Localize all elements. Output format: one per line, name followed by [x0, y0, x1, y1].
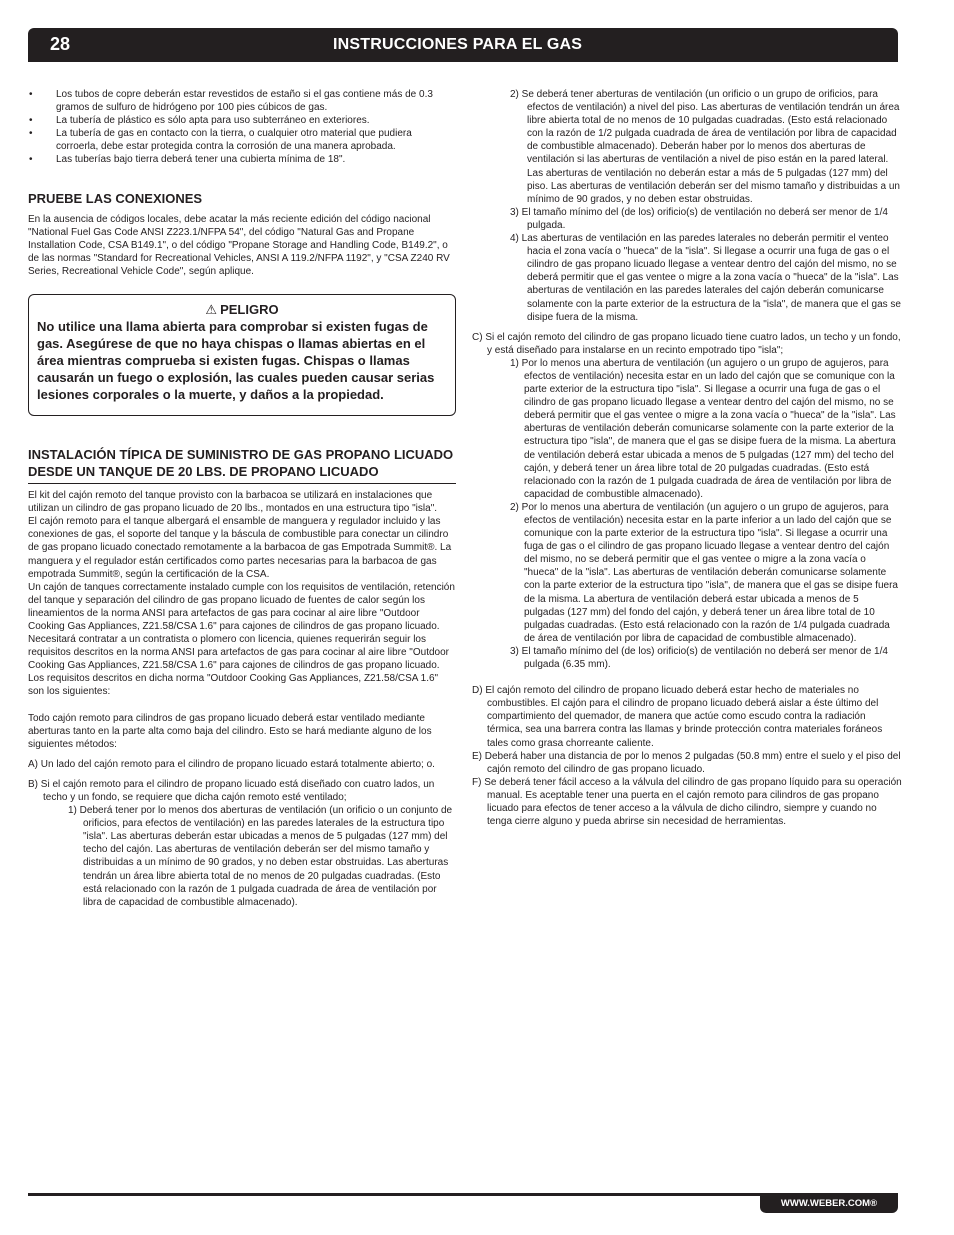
list-item: • Las tuberías bajo tierra deberá tener una cubierta mínima de 18".	[28, 153, 456, 166]
paragraph: Los requisitos descritos en dicha norma "Outdoor Cooking Gas Appliances, Z21.58/CSA 1.6" son los siguientes:	[28, 673, 439, 698]
paragraph: El kit del cajón remoto del tanque provisto con la barbacoa se utilizará en instalaciones que utilizan un cilindro de gas propano licuado de 20 lbs., montados en una estructura tipo "isla".	[28, 490, 438, 515]
requirement-a: A) Un lado del cajón remoto para el cilindro de propano licuado estará totalmente abierto; o.	[28, 758, 435, 770]
requirement-e: E) Deberá haber una distancia de por lo menos 2 pulgadas (50.8 mm) entre el suelo y el piso del cajón remoto del cilindro de gas propano licuado.	[472, 750, 901, 775]
requirement-d: D) El cajón remoto del cilindro de propano licuado deberá estar hecho de materiales no combustibles. El cajón para el cilindro de propano licuado deberá aislar a éste último del compartimiento del quemador, de manera que actúe como escudo contra la radiación térmica, sea una barrera contra las llamas y brinde protección contra materiales foráneos tales como grasa chorreante caliente.	[472, 685, 883, 749]
requirements-list	[28, 88, 456, 167]
requirement-b3: 3) El tamaño mínimo del (de los) orificio(s) de ventilación no deberá ser menor de 1/4 pulgada.	[510, 206, 888, 231]
requirement-c3: 3) El tamaño mínimo del (de los) orificio(s) de ventilación no deberá ser menor de 1/4 pulgada (6.35 mm).	[510, 645, 888, 671]
danger-title: PELIGRO	[220, 302, 279, 318]
paragraph: Un cajón de tanques correctamente instalado cumple con los requisitos de ventilación, retención del tanque y separación del cilindro de gas propano licuado de fuentes de calor según los lineamientos de la norma ANSI para artefactos de gas para cocinar al aire libre "Outdoor Cooking Gas Appliances, Z21.58/CSA 1.6" para cajones de cilindros de gas propano licuado.	[28, 581, 455, 632]
paragraph: Todo cajón remoto para cilindros de gas propano licuado deberá estar ventilado mediante aberturas tanto en la parte alta como baja del cilindro. Esto se hará mediante alguno de los siguientes métodos:	[28, 712, 432, 750]
list-item: • La tubería de plástico es sólo apta para uso subterráneo en exteriores.	[28, 114, 456, 127]
requirement-b: B) Si el cajón remoto para el cilindro de propano licuado está diseñado con cuatro lados, un techo y un fondo, se requiere que dicha cajón remoto esté ventilado;	[28, 778, 435, 803]
requirement-c2: 2) Por lo menos una abertura de ventilación (un agujero o un grupo de agujeros, para efectos de ventilación) necesita estar en la parte inferior a un lado del cajón que se comunique con la parte exterior de la estructura tipo "isla". Si llegase a ocurrir una fuga de gas o el cilindro de gas propano licuado llegase a ventear dentro del cajón del mismo, no se deberá permitir que el gas ventee o migre a la zona vacía o "hueca" de la "isla". Las aberturas de ventilación deberán comunicarse solamente con la parte exterior de la estructura tipo "isla", de manera que el gas se disipe fuera de la misma. La abertura de ventilación deberá estar ubicada a menos de 5 pulgadas (127 mm) del fondo del cajón, y deberá tener un área libre total de 10 pulgadas cuadradas. (Esto está relacionado con la razón de 1/4 pulgada cuadrada de área de ventilación por libra de capacidad de combustible almacenado).	[510, 501, 898, 644]
left-column	[28, 88, 456, 909]
paragraph: Necesitará contratar a un contratista o plomero con licencia, quienes requerirán seguir los requisitos descritos en la norma ANSI para artefactos de gas para cocinar al aire libre "Outdoor Cooking Gas Appliances, Z21.58/CSA 1.6" para cajones de cilindros de gas propano licuado.	[28, 634, 449, 672]
paragraph: El cajón remoto para el tanque albergará el ensamble de manguera y regulador incluido y las conexiones de gas, el soporte del tanque y la báscula de combustible para conectar un cilindro de gas propano licuado conectado remotamente a la barbacoa de gas Empotrada Summit®. La manguera y el regulador están certificados como partes necesarias para la barbacoa de gas empotrada Summit®, según la certificación de la CSA.	[28, 516, 452, 580]
paragraph: En la ausencia de códigos locales, debe acatar la más reciente edición del código nacional "National Fuel Gas Code ANSI Z223.1/NFPA 54", del código "Natural Gas and Propane Installation Code, CSA B149.1", o del código "Propane Storage and Handling Code, B149.2", o de las normas "Standard for Recreational Vehicles, ANSI A 119.2/NFPA 1192", y "CSA Z240 RV Series, Recreational Vehicle Code", según aplique.	[28, 213, 450, 277]
danger-text: No utilice una llama abierta para comprobar si existen fugas de gas. Asegúrese de que no haya chispas o llamas abiertas en el área mientras comprueba si existen fugas. Chispas o llamas causarán un fuego o explosión, las cuales pueden causar serias lesiones corporales o la muerte, y daños a la propiedad.	[37, 319, 435, 403]
section-heading-test: PRUEBE LAS CONEXIONES	[28, 190, 203, 206]
section-heading-install: INSTALACIÓN TÍPICA DE SUMINISTRO DE GAS PROPANO LICUADO DESDE UN TANQUE DE 20 LBS. DE PROPANO LICUADO	[28, 446, 456, 484]
requirement-b2: 2) Se deberá tener aberturas de ventilación (un orificio o un grupo de orificios, para efectos de ventilación) a nivel del piso. Las aberturas de ventilación tendrán un área libre abierta total de no menos de 10 pulgadas cuadradas. (Esto está relacionado con la razón de 1/2 pulgada cuadrada de área de ventilación por libra de capacidad de combustible almacenado). Deberán haber por lo menos dos aberturas de ventilación si las aberturas de ventilación a nivel de piso están en la pared lateral. Las aberturas de ventilación no deberán estar a más de 5 pulgadas (127 mm) del piso. Las aberturas de ventilación deberán ser del mismo tamaño y distribuidas a un mínimo de 90 grados, y no deben estar obstruidas.	[510, 89, 900, 205]
requirement-b1: 1) Deberá tener por lo menos dos aberturas de ventilación (un orificio o un conjunto de orificios, para efectos de ventilación) en las paredes laterales de la estructura tipo "isla". Las aberturas deberán estar ubicadas a menos de 5 pulgadas (127 mm) del techo del cajón. Las aberturas de ventilación deberán ser del mismo tamaño y distribuidas a un mínimo de 90 grados, y no deben estar obstruidas. Las aberturas tendrán un área libre abierta total de no menos de 20 pulgadas cuadradas. (Esto está relacionado con la razón de 1 pulgada cuadrada de área de ventilación por libra de capacidad de combustible almacenado).	[68, 805, 453, 908]
danger-box	[28, 294, 456, 416]
requirement-b4: 4) Las aberturas de ventilación en las paredes laterales no deberán permitir el venteo hacia el zona vacía o "hueca" de la "isla". Si llegase a ocurrir una fuga de gas o el cilindro de gas propano licuado llegase a ventear dentro del cajón del mismo, no se deberá permitir que el gas ventee o migre a la zona vacía o "hueca" de la "isla". Las aberturas de ventilación en las paredes laterales del cajón deberán comunicarse solamente con la parte exterior de la estructura de la "isla", de manera que el gas se disipe fuera de la misma.	[510, 233, 901, 323]
requirement-f: F) Se deberá tener fácil acceso a la válvula del cilindro de gas propano líquido para su operación manual. Es aceptable tener una puerta en el cajón remoto para cilindros de gas propano licuado para efectos de tener acceso a la válvula de dicho cilindro, siempre y cuando no tenga cierre alguno y pueda abrirse sin necesidad de herramientas.	[472, 776, 902, 828]
page-header	[28, 28, 898, 62]
footer-url: WWW.WEBER.COM®	[760, 1196, 898, 1213]
right-column	[472, 88, 902, 828]
page-title: INSTRUCCIONES PARA EL GAS	[333, 36, 583, 53]
requirement-c1: 1) Por lo menos una abertura de ventilación (un agujero o un grupo de agujeros, para efectos de ventilación) necesita estar en un lado del cajón que se comunique con la parte exterior de la estructura tipo "isla". Si llegase a ocurrir una fuga de gas o el cilindro de gas propano licuado llegase a ventear dentro del cajón del mismo, no se deberá permitir que el gas ventee o migre a la zona vacía o "hueca" de la "isla". Las aberturas de ventilación deberán comunicarse solamente con la parte exterior de la estructura tipo "isla", de manera que el gas se disipe fuera de la misma. La abertura de ventilación deberá estar ubicada a menos de 5 pulgadas (127 mm) del techo del cajón, y deberá tener un área libre total de 20 pulgadas cuadradas. (Esto está relacionado con la razón de 1 pulgada cuadrada de área de ventilación por libra de capacidad de combustible almacenado).	[510, 357, 896, 500]
warning-triangle-icon: ⚠	[205, 302, 218, 318]
list-item: • La tubería de gas en contacto con la tierra, o cualquier otro material que pudiera corroerla, debe estar protegida contra la corrosión de una manera aprobada.	[28, 127, 456, 153]
list-item: • Los tubos de copre deberán estar revestidos de estaño si el gas contiene más de 0.3 gramos de sulfuro de hidrógeno por 100 pies cúbicos de gas.	[28, 88, 456, 114]
requirement-c: C) Si el cajón remoto del cilindro de gas propano licuado tiene cuatro lados, un techo y un fondo, y está diseñado para instalarse en un recinto empotrado tipo "isla";	[472, 331, 901, 356]
page-number: 28	[50, 34, 71, 54]
